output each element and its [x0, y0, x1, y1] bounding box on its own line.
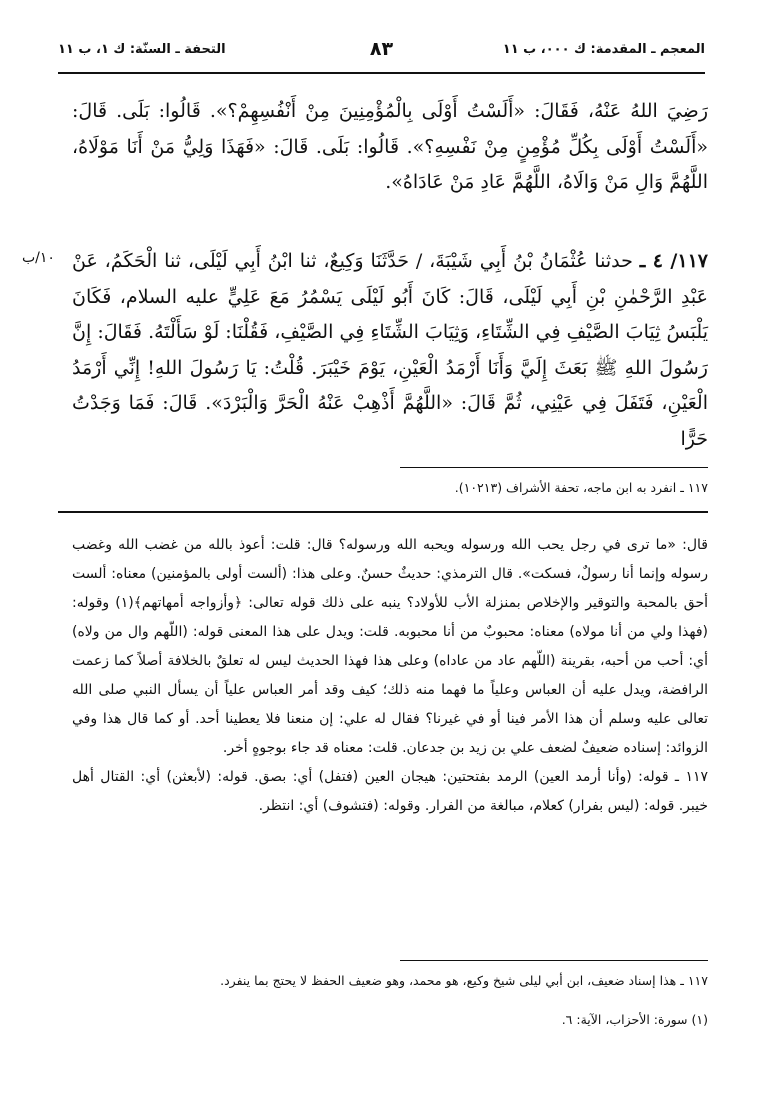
footnote-1-text: ١١٧ ـ هذا إسناد ضعيف، ابن أبي ليلى شيخ وكيع، هو محمد، وهو ضعيف الحفظ لا يحتج بما ينفرد. [220, 973, 708, 988]
running-header [58, 38, 705, 68]
commentary-paragraph-2: ١١٧ ـ قوله: (وأنا أرمد العين) الرمد بفتحتين: هيجان العين (فتفل) أي: بصق. قوله: (لأبعثن) أي: القتال أهل خيبر. قوله: (ليس بفرار) كعلام، مبالغة من الفرار. وقوله: (فتشوف) أي: انتظر. [72, 769, 708, 814]
hadith-block [72, 244, 708, 457]
header-rule [58, 72, 705, 74]
commentary-paragraph-1: قال: «ما ترى في رجل يحب الله ورسوله ويحبه الله ورسوله؟ قال: قلت: أعوذ بالله من غضب الله وغضب رسوله وإنما أنا رسولٌ، فسكت». قال الترمذي: حديثٌ حسنٌ. وعلى هذا: (ألست أولى بالمؤمنين) معناه: ألست أحق بالمحبة والتوقير والإخلاص بمنزلة الأب للأولاد؟ ينبه على ذلك قوله تعالى: ﴿وأزواجه أمهاتهم﴾(١) وقوله: (فهذا ولي من أنا مولاه) معناه: محبوبٌ من أنا محبوبه. قلت: ويدل على هذا المعنى قوله: (اللّهم وال من ولاه) أي: أحب من أحبه، بقرينة (اللّهم عاد من عاداه) وعلى هذا فهذا الحديث ليس له تعلقٌ بالخلافة أصلاً كما زعمت الرافضة، ويدل عليه أن العباس وعلياً ما فهما منه ذلك؛ كيف وقد أمر العباس علياً أن يسأل النبي صلى الله تعالى عليه وسلم أن هذا الأمر فينا أو في غيرنا؟ فقال له علي: إن منعنا فلا يعطينا أحد. أو كما قال هذا وفي الزوائد: إسناده ضعيفٌ لضعف علي بن زيد بن جدعان. قلت: معناه قد جاء بوجوهٍ أخر. [72, 537, 708, 756]
hadith-number: ١١٧/ ٤ ـ [639, 250, 709, 272]
footnote-rule [400, 960, 708, 961]
takhrij-rule [400, 467, 708, 468]
commentary-block [72, 531, 708, 821]
page-number: ٨٣ [369, 38, 394, 60]
takhrij-text: ١١٧ ـ انفرد به ابن ماجه، تحفة الأشراف (١٠٢١٣). [454, 480, 708, 495]
header-right-reference: المعجم ـ المقدمة: ك ٠٠٠، ب ١١ [502, 42, 705, 57]
footnote-1 [130, 972, 708, 990]
main-text-block [72, 94, 708, 201]
hadith-continuation: رَضِيَ اللهُ عَنْهُ، فَقَالَ: «أَلَسْتُ أَوْلَى بِالْمُؤْمِنِينَ مِنْ أَنْفُسِهِمْ؟». قَالُوا: بَلَى. قَالَ: «أَلَسْتُ أَوْلَى بِكُلِّ مُؤْمِنٍ مِنْ نَفْسِهِ؟». قَالُوا: بَلَى. قَالَ: «فَهَذَا وَلِيُّ مَنْ أَنَا مَوْلَاهُ، اللَّهُمَّ وَالِ مَنْ وَالَاهُ، اللَّهُمَّ عَادِ مَنْ عَادَاهُ». [72, 100, 708, 193]
hadith-paragraph [72, 244, 708, 457]
margin-folio-mark: ١٠/ب [22, 250, 55, 266]
footnote-2 [130, 1005, 708, 1035]
hadith-text: حدثنا عُثْمَانُ بْنُ أَبِي شَيْبَةَ، / حَدَّثَنَا وَكِيعٌ، ثنا ابْنُ أَبِي لَيْلَى، ثنا الْحَكَمُ، عَنْ عَبْدِ الرَّحْمٰنِ بْنِ أَبِي لَيْلَى، قَالَ: كَانَ أَبُو لَيْلَى يَسْمُرُ مَعَ عَلِيٍّ عليه السلام، فَكَانَ يَلْبَسُ ثِيَابَ الصَّيْفِ فِي الشِّتَاءِ، وَثِيَابَ الشِّتَاءِ فِي الصَّيْفِ، فَقُلْنَا: لَوْ سَأَلْتَهُ. فَقَالَ: إِنَّ رَسُولَ اللهِ ﷺ بَعَثَ إِلَيَّ وَأَنَا أَرْمَدُ الْعَيْنِ، يَوْمَ خَيْبَرَ. قُلْتُ: يَا رَسُولَ اللهِ! إِنِّي أَرْمَدُ الْعَيْنِ، فَتَفَلَ فِي عَيْنِي، ثُمَّ قَالَ: «اللَّهُمَّ أَذْهِبْ عَنْهُ الْحَرَّ وَالْبَرْدَ». قَالَ: فَمَا وَجَدْتُ حَرًّا [72, 250, 708, 450]
takhrij-note [130, 479, 708, 497]
commentary-rule [58, 511, 708, 513]
footnote-2-text: (١) سورة: الأحزاب، الآية: ٦. [561, 1012, 708, 1027]
header-left-reference: التحفة ـ السنّة: ك ١، ب ١١ [58, 42, 226, 57]
